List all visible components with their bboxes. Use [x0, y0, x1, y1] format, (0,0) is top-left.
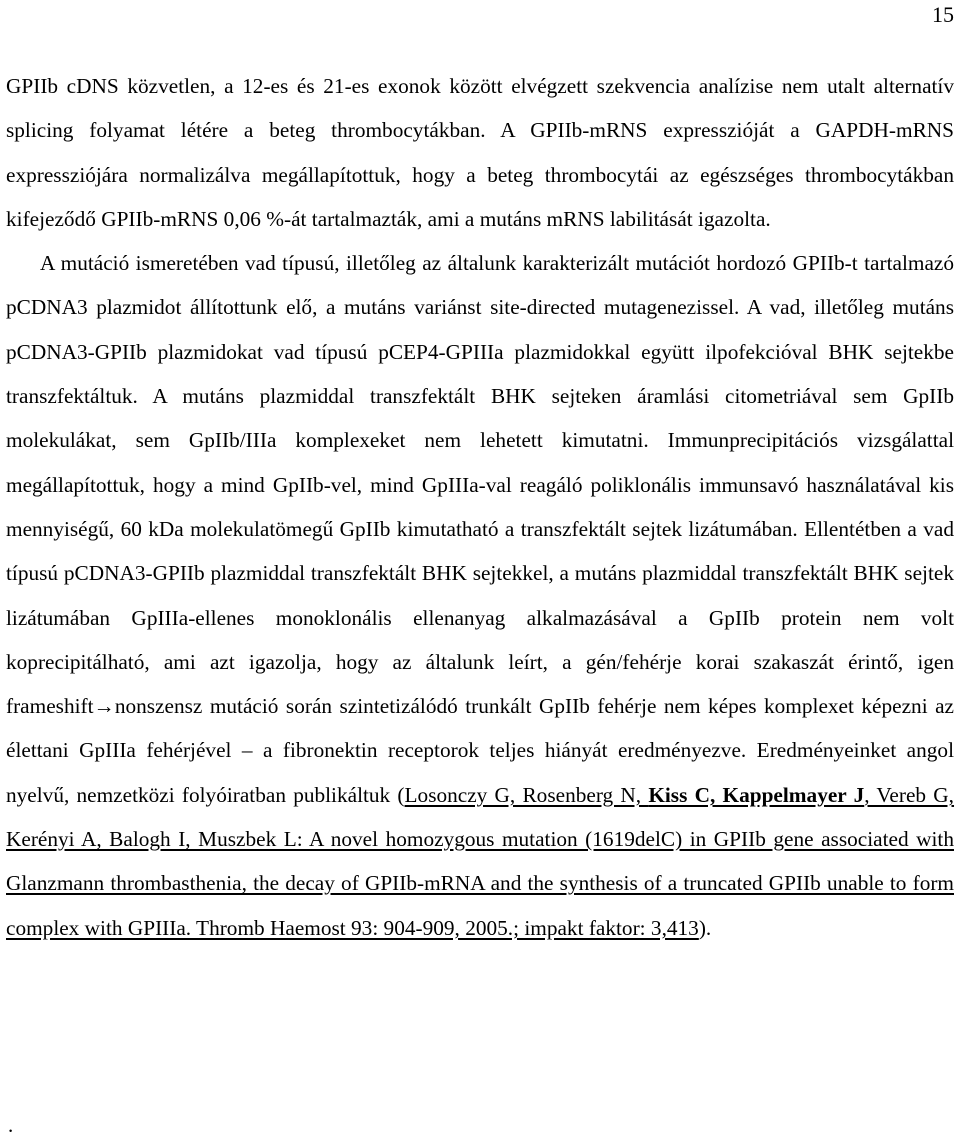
paragraph-main-text: A mutáció ismeretében vad típusú, illetőleg az általunk karakterizált mutációt hordozó GPIIb-t tartalmazó pCDNA3 plazmidot állítottunk elő, a mutáns variánst site-directed mutagenezissel. A vad, illetőleg mutáns pCDNA3-GPIIb plazmidokat vad típusú pCEP4-GPIIIa plazmidokkal együtt ilpofekcióval BHK sejtekbe transzfektáltuk. A mutáns plazmiddal transzfektált BHK sejteken áramlási citometriával sem GpIIb molekulákat, sem GpIIb/IIIa komplexeket nem lehetett kimutatni. Immunprecipitációs vizsgálattal megállapítottuk, hogy a mind GpIIb-vel, mind GpIIIa-val reagáló poliklonális immunsavó használatával kis mennyiségű, 60 kDa molekulatömegű GpIIb kimutatható a transzfektált sejtek lizátumában. Ellentétben a vad típusú pCDNA3-GPIIb plazmiddal transzfektált BHK sejtekkel, a mutáns plazmiddal transzfektált BHK sejtek lizátumában GpIIIa-ellenes monoklonális ellenanyag alkalmazásával a GpIIb protein nem volt koprecipitálható, ami azt igazolja, hogy az általunk leírt, a gén/fehérje korai szakaszát érintő, igen frameshift	[6, 251, 954, 719]
arrow-icon: →	[93, 694, 115, 719]
document-body	[6, 64, 954, 950]
paragraph-mutation-study	[6, 241, 954, 950]
trailing-dot: .	[8, 1113, 14, 1137]
reference-closing: ).	[698, 915, 712, 940]
page-number: 15	[932, 2, 954, 27]
reference-details: , Vereb G, Kerényi A, Balogh I, Muszbek L: A novel homozygous mutation (1619delC) in GPIIb gene associated with Glanzmann thrombasthenia, the decay of GPIIb-mRNA and the synthesis of a truncated GPIIb unable to form complex with GPIIIa. Thromb Haemost 93: 904-909, 2005.; impakt faktor: 3,413	[6, 782, 955, 940]
paragraph-cdna-analysis: GPIIb cDNS közvetlen, a 12-es és 21-es exonok között elvégzett szekvencia analízise nem utalt alternatív splicing folyamat létére a beteg thrombocytákban. A GPIIb-mRNS expresszióját a GAPDH-mRNS expressziójára normalizálva megállapítottuk, hogy a beteg thrombocytái az egészséges thrombocytákban kifejeződő GPIIb-mRNS 0,06 %-át tartalmazták, ami a mutáns mRNS labilitását igazolta.	[6, 74, 954, 231]
reference-bold-authors: Kiss C, Kappelmayer J	[648, 782, 865, 807]
reference-authors-start: Losonczy G, Rosenberg N,	[404, 782, 649, 807]
paragraph-continuation-text: nonszensz mutáció során szintetizálódó trunkált GpIIb fehérje nem képes komplexet képezni az élettani GpIIIa fehérjével – a fibronektin receptorok teljes hiányát eredményezve. Eredményeinket angol nyelvű, nemzetközi folyóiratban publikáltuk (	[6, 694, 954, 807]
